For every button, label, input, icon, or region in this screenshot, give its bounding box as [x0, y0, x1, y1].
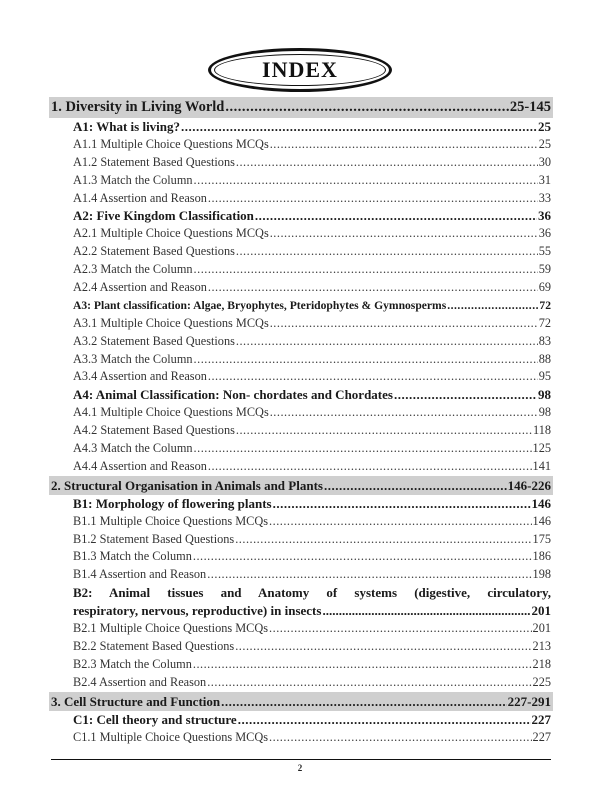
- dot-leader: [207, 674, 531, 692]
- section-title-line-2: [73, 602, 551, 620]
- entry-page: 175: [532, 531, 551, 546]
- entry-title: A1.1 Multiple Choice Questions MCQs: [73, 136, 269, 151]
- entry-title: B2.4 Assertion and Reason: [73, 674, 207, 689]
- section-page: 146: [531, 495, 551, 511]
- chapter-title: 1. Diversity in Living World: [51, 99, 225, 115]
- entry-title: A4.2 Statement Based Questions: [73, 423, 235, 438]
- entry-title: B1.1 Multiple Choice Questions MCQs: [73, 513, 269, 528]
- entry-title: A4.1 Multiple Choice Questions MCQs: [73, 405, 269, 420]
- entry-page: 201: [532, 621, 551, 636]
- toc-entry[interactable]: [51, 458, 551, 476]
- chapter-title: 2. Structural Organisation in Animals and Plants: [51, 477, 323, 493]
- entry-title: A2.2 Statement Based Questions: [73, 244, 235, 259]
- dot-leader: [270, 136, 538, 154]
- dot-leader: [236, 333, 538, 351]
- entry-title: A4.4 Assertion and Reason: [73, 458, 207, 473]
- dot-leader: [193, 656, 532, 674]
- toc-section-a3[interactable]: [51, 297, 551, 315]
- dot-leader: [324, 476, 507, 495]
- entry-page: 125: [532, 441, 551, 456]
- toc-section-a2[interactable]: [51, 207, 551, 225]
- entry-page: 88: [538, 351, 551, 366]
- dot-leader: [235, 531, 531, 549]
- entry-title: B1.2 Statement Based Questions: [73, 531, 235, 546]
- toc-chapter-3[interactable]: [49, 692, 553, 711]
- section-page: 36: [538, 208, 551, 224]
- entry-title: B1.3 Match the Column: [73, 549, 192, 564]
- dot-leader: [225, 97, 509, 118]
- toc-section-a4[interactable]: [51, 386, 551, 404]
- dot-leader: [236, 154, 538, 172]
- entry-title: A4.3 Match the Column: [73, 441, 193, 456]
- toc-entry[interactable]: [51, 531, 551, 549]
- toc-entry[interactable]: [51, 440, 551, 458]
- toc-entry[interactable]: [51, 404, 551, 422]
- section-title-part-2: respiratory, nervous, reproductive) in insects: [73, 603, 322, 619]
- dot-leader: [208, 368, 538, 386]
- entry-page: 95: [538, 369, 551, 384]
- dot-leader: [208, 458, 532, 476]
- toc-section-c1[interactable]: [51, 711, 551, 729]
- dot-leader: [235, 638, 531, 656]
- section-page: 25: [538, 119, 551, 134]
- dot-leader: [255, 207, 537, 225]
- dot-leader: [208, 279, 538, 297]
- toc-entry[interactable]: [51, 225, 551, 243]
- toc-entry[interactable]: [51, 513, 551, 531]
- dot-leader: [194, 351, 538, 369]
- dot-leader: [238, 711, 531, 729]
- toc-entry[interactable]: [51, 279, 551, 297]
- dot-leader: [236, 422, 532, 440]
- section-page: 227: [531, 711, 551, 727]
- entry-page: 55: [538, 244, 551, 259]
- entry-page: 31: [538, 172, 551, 187]
- toc-entry[interactable]: [51, 638, 551, 656]
- toc-chapter-1[interactable]: [49, 97, 553, 118]
- entry-title: A3.4 Assertion and Reason: [73, 369, 207, 384]
- entry-page: 98: [538, 405, 551, 420]
- entry-title: A2.1 Multiple Choice Questions MCQs: [73, 226, 269, 241]
- toc-entry[interactable]: [51, 422, 551, 440]
- section-title: A1: What is living?: [73, 119, 181, 134]
- entry-title: B1.4 Assertion and Reason: [73, 567, 207, 582]
- dot-leader: [181, 118, 537, 136]
- page-title: INDEX: [262, 57, 338, 82]
- entry-title: B2.3 Match the Column: [73, 656, 192, 671]
- toc-entry[interactable]: [51, 315, 551, 333]
- footer-divider: [51, 759, 551, 760]
- entry-title: B2.1 Multiple Choice Questions MCQs: [73, 621, 269, 636]
- dot-leader: [273, 495, 531, 513]
- entry-title: B2.2 Statement Based Questions: [73, 638, 235, 653]
- dot-leader: [322, 602, 530, 620]
- entry-page: 83: [538, 333, 551, 348]
- entry-page: 186: [532, 549, 551, 564]
- toc-entry[interactable]: [51, 620, 551, 638]
- toc-chapter-2[interactable]: [49, 476, 553, 495]
- dot-leader: [236, 243, 538, 261]
- chapter-page-range: 25-145: [509, 99, 551, 115]
- section-title-part-1: B2: Animal tissues and Anatomy of systems (digestive, circulatory,: [73, 585, 551, 601]
- toc-entry[interactable]: [51, 172, 551, 190]
- section-title: A2: Five Kingdom Classification: [73, 208, 254, 224]
- toc-entry[interactable]: [51, 674, 551, 692]
- index-title-oval: [208, 48, 392, 92]
- toc-entry[interactable]: [51, 154, 551, 172]
- dot-leader: [194, 172, 538, 190]
- chapter-page-range: 146-226: [507, 477, 551, 493]
- toc-entry[interactable]: [51, 729, 551, 747]
- dot-leader: [221, 692, 507, 711]
- toc-entry[interactable]: [51, 190, 551, 208]
- table-of-contents: [51, 97, 551, 746]
- entry-page: 225: [532, 674, 551, 689]
- section-title: C1: Cell theory and structure: [73, 711, 237, 727]
- dot-leader: [269, 729, 532, 747]
- toc-entry[interactable]: [51, 566, 551, 584]
- entry-title: A3.2 Statement Based Questions: [73, 333, 235, 348]
- toc-entry[interactable]: [51, 351, 551, 369]
- toc-section-b1[interactable]: [51, 495, 551, 513]
- entry-title: A1.3 Match the Column: [73, 172, 193, 187]
- page-number: 2: [297, 763, 303, 773]
- entry-page: 118: [533, 423, 551, 438]
- section-page: 98: [538, 387, 551, 403]
- entry-page: 59: [538, 262, 551, 277]
- dot-leader: [270, 315, 538, 333]
- entry-title: A2.4 Assertion and Reason: [73, 280, 207, 295]
- toc-entry[interactable]: [51, 261, 551, 279]
- entry-page: 141: [532, 458, 551, 473]
- entry-page: 213: [532, 638, 551, 653]
- dot-leader: [270, 404, 538, 422]
- dot-leader: [447, 297, 538, 315]
- dot-leader: [193, 548, 532, 566]
- entry-page: 146: [532, 513, 551, 528]
- entry-title: A3.3 Match the Column: [73, 351, 193, 366]
- entry-page: 218: [532, 656, 551, 671]
- entry-page: 25: [538, 136, 551, 151]
- chapter-title: 3. Cell Structure and Function: [51, 693, 221, 709]
- dot-leader: [394, 386, 537, 404]
- entry-page: 69: [538, 280, 551, 295]
- entry-page: 227: [532, 729, 551, 744]
- toc-entry[interactable]: [51, 333, 551, 351]
- toc-entry[interactable]: [51, 548, 551, 566]
- dot-leader: [269, 620, 532, 638]
- entry-page: 36: [538, 226, 551, 241]
- entry-title: C1.1 Multiple Choice Questions MCQs: [73, 729, 269, 744]
- chapter-page-range: 227-291: [507, 693, 551, 709]
- entry-title: A3.1 Multiple Choice Questions MCQs: [73, 315, 269, 330]
- section-page: 201: [531, 603, 551, 619]
- entry-page: 72: [538, 315, 551, 330]
- section-title: B1: Morphology of flowering plants: [73, 495, 272, 511]
- dot-leader: [194, 440, 532, 458]
- section-page: 72: [539, 298, 551, 312]
- toc-section-a1[interactable]: [51, 118, 551, 136]
- entry-page: 198: [532, 567, 551, 582]
- entry-title: A1.4 Assertion and Reason: [73, 190, 207, 205]
- toc-entry[interactable]: [51, 243, 551, 261]
- entry-title: A2.3 Match the Column: [73, 262, 193, 277]
- entry-page: 33: [538, 190, 551, 205]
- section-title-line-1: [73, 584, 551, 602]
- section-title: A4: Animal Classification: Non- chordates and Chordates: [73, 387, 393, 403]
- section-title: A3: Plant classification: Algae, Bryophytes, Pteridophytes & Gymnosperms: [73, 298, 447, 312]
- dot-leader: [270, 225, 538, 243]
- dot-leader: [207, 566, 531, 584]
- dot-leader: [269, 513, 532, 531]
- entry-page: 30: [538, 154, 551, 169]
- toc-entry[interactable]: [51, 656, 551, 674]
- toc-entry[interactable]: [51, 136, 551, 154]
- toc-entry[interactable]: [51, 368, 551, 386]
- dot-leader: [208, 190, 538, 208]
- dot-leader: [194, 261, 538, 279]
- toc-section-b2[interactable]: [51, 584, 551, 620]
- entry-title: A1.2 Statement Based Questions: [73, 154, 235, 169]
